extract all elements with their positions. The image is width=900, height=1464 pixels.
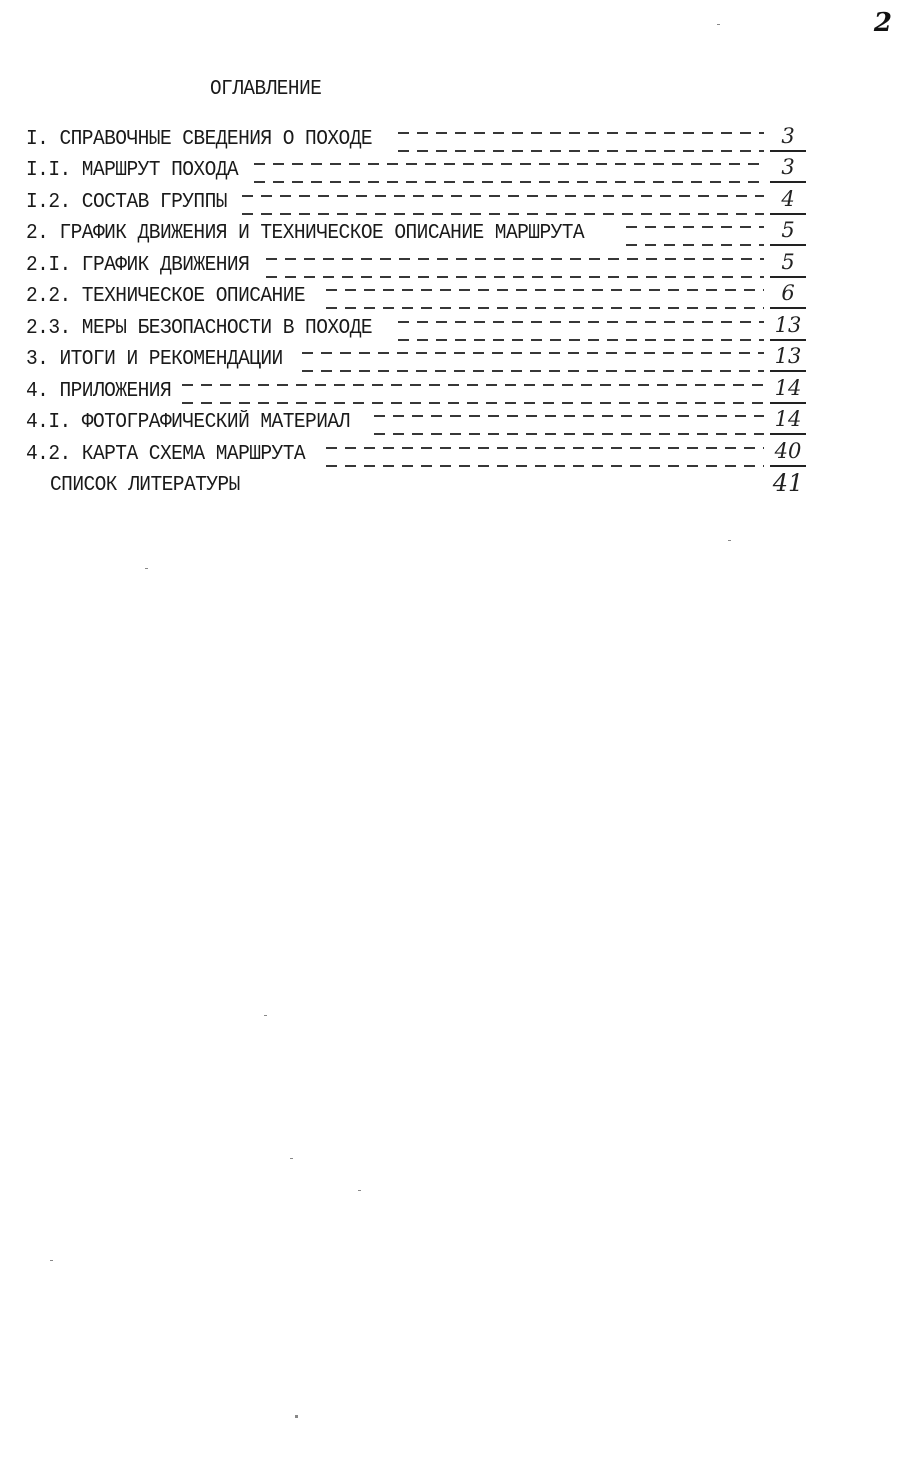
toc-entry-page: 4 (770, 189, 806, 215)
toc-entry-label: I.I. МАРШРУТ ПОХОДА (26, 159, 239, 182)
table-of-contents (26, 120, 806, 498)
toc-entry (26, 183, 806, 215)
toc-entry-label: 4.I. ФОТОГРАФИЧЕСКИЙ МАТЕРИАЛ (26, 411, 350, 434)
toc-entry-label: 2.I. ГРАФИК ДВИЖЕНИЯ (26, 253, 250, 277)
toc-entry-page: 6 (770, 283, 806, 309)
toc-entry-label: 4. ПРИЛОЖЕНИЯ (26, 379, 172, 403)
toc-entry (26, 341, 806, 373)
dash-leader (254, 159, 764, 183)
toc-title: ОГЛАВЛЕНИЕ (210, 78, 322, 101)
toc-entry (26, 278, 806, 310)
toc-entry-page: 3 (770, 157, 806, 183)
toc-entry (26, 372, 806, 404)
toc-entry (26, 404, 806, 436)
toc-entry-page: 14 (770, 409, 806, 435)
dash-leader (326, 443, 764, 467)
toc-entry-label: 2.2. ТЕХНИЧЕСКОЕ ОПИСАНИЕ (26, 285, 306, 308)
dash-leader (398, 317, 764, 341)
toc-entry-label: I. СПРАВОЧНЫЕ СВЕДЕНИЯ О ПОХОДЕ (26, 127, 373, 151)
toc-entry-page: 41 (772, 469, 804, 497)
toc-entry-page: 13 (770, 346, 806, 372)
scan-speck (290, 1158, 293, 1159)
toc-entry-label: 4.2. КАРТА СХЕМА МАРШРУТА (26, 442, 306, 466)
toc-entry (26, 120, 806, 152)
dash-leader (266, 254, 764, 278)
toc-entry-page: 14 (770, 378, 806, 404)
blank-leader (254, 474, 764, 498)
toc-entry (26, 435, 806, 467)
dash-leader (182, 380, 764, 404)
scan-speck (145, 568, 148, 569)
toc-entry-page: 5 (770, 220, 806, 246)
scan-speck (358, 1190, 361, 1191)
page-number: 2 (873, 8, 892, 38)
toc-entry-label: I.2. СОСТАВ ГРУППЫ (26, 190, 227, 214)
toc-entry-label: 2.3. МЕРЫ БЕЗОПАСНОСТИ В ПОХОДЕ (26, 316, 373, 340)
dash-leader (398, 128, 764, 152)
scan-speck (728, 540, 731, 541)
toc-entry (26, 152, 806, 184)
dash-leader (626, 222, 764, 246)
scan-speck (717, 24, 720, 25)
toc-entry (26, 467, 806, 499)
toc-entry-label: СПИСОК ЛИТЕРАТУРЫ (50, 474, 240, 497)
toc-entry-label: 2. ГРАФИК ДВИЖЕНИЯ И ТЕХНИЧЕСКОЕ ОПИСАНИЕ МАРШРУТА (26, 222, 585, 245)
toc-entry-page: 13 (770, 315, 806, 341)
toc-entry (26, 309, 806, 341)
dash-leader (242, 191, 764, 215)
toc-entry-page: 5 (770, 252, 806, 278)
scan-speck (50, 1260, 53, 1261)
dash-leader (374, 411, 764, 435)
toc-entry-page: 40 (770, 441, 806, 467)
scan-speck (295, 1415, 298, 1418)
toc-entry-label: 3. ИТОГИ И РЕКОМЕНДАЦИИ (26, 348, 283, 371)
scan-speck (264, 1015, 267, 1016)
toc-entry-page: 3 (770, 126, 806, 152)
toc-entry (26, 246, 806, 278)
dash-leader (326, 285, 764, 309)
toc-entry (26, 215, 806, 247)
dash-leader (302, 348, 764, 372)
